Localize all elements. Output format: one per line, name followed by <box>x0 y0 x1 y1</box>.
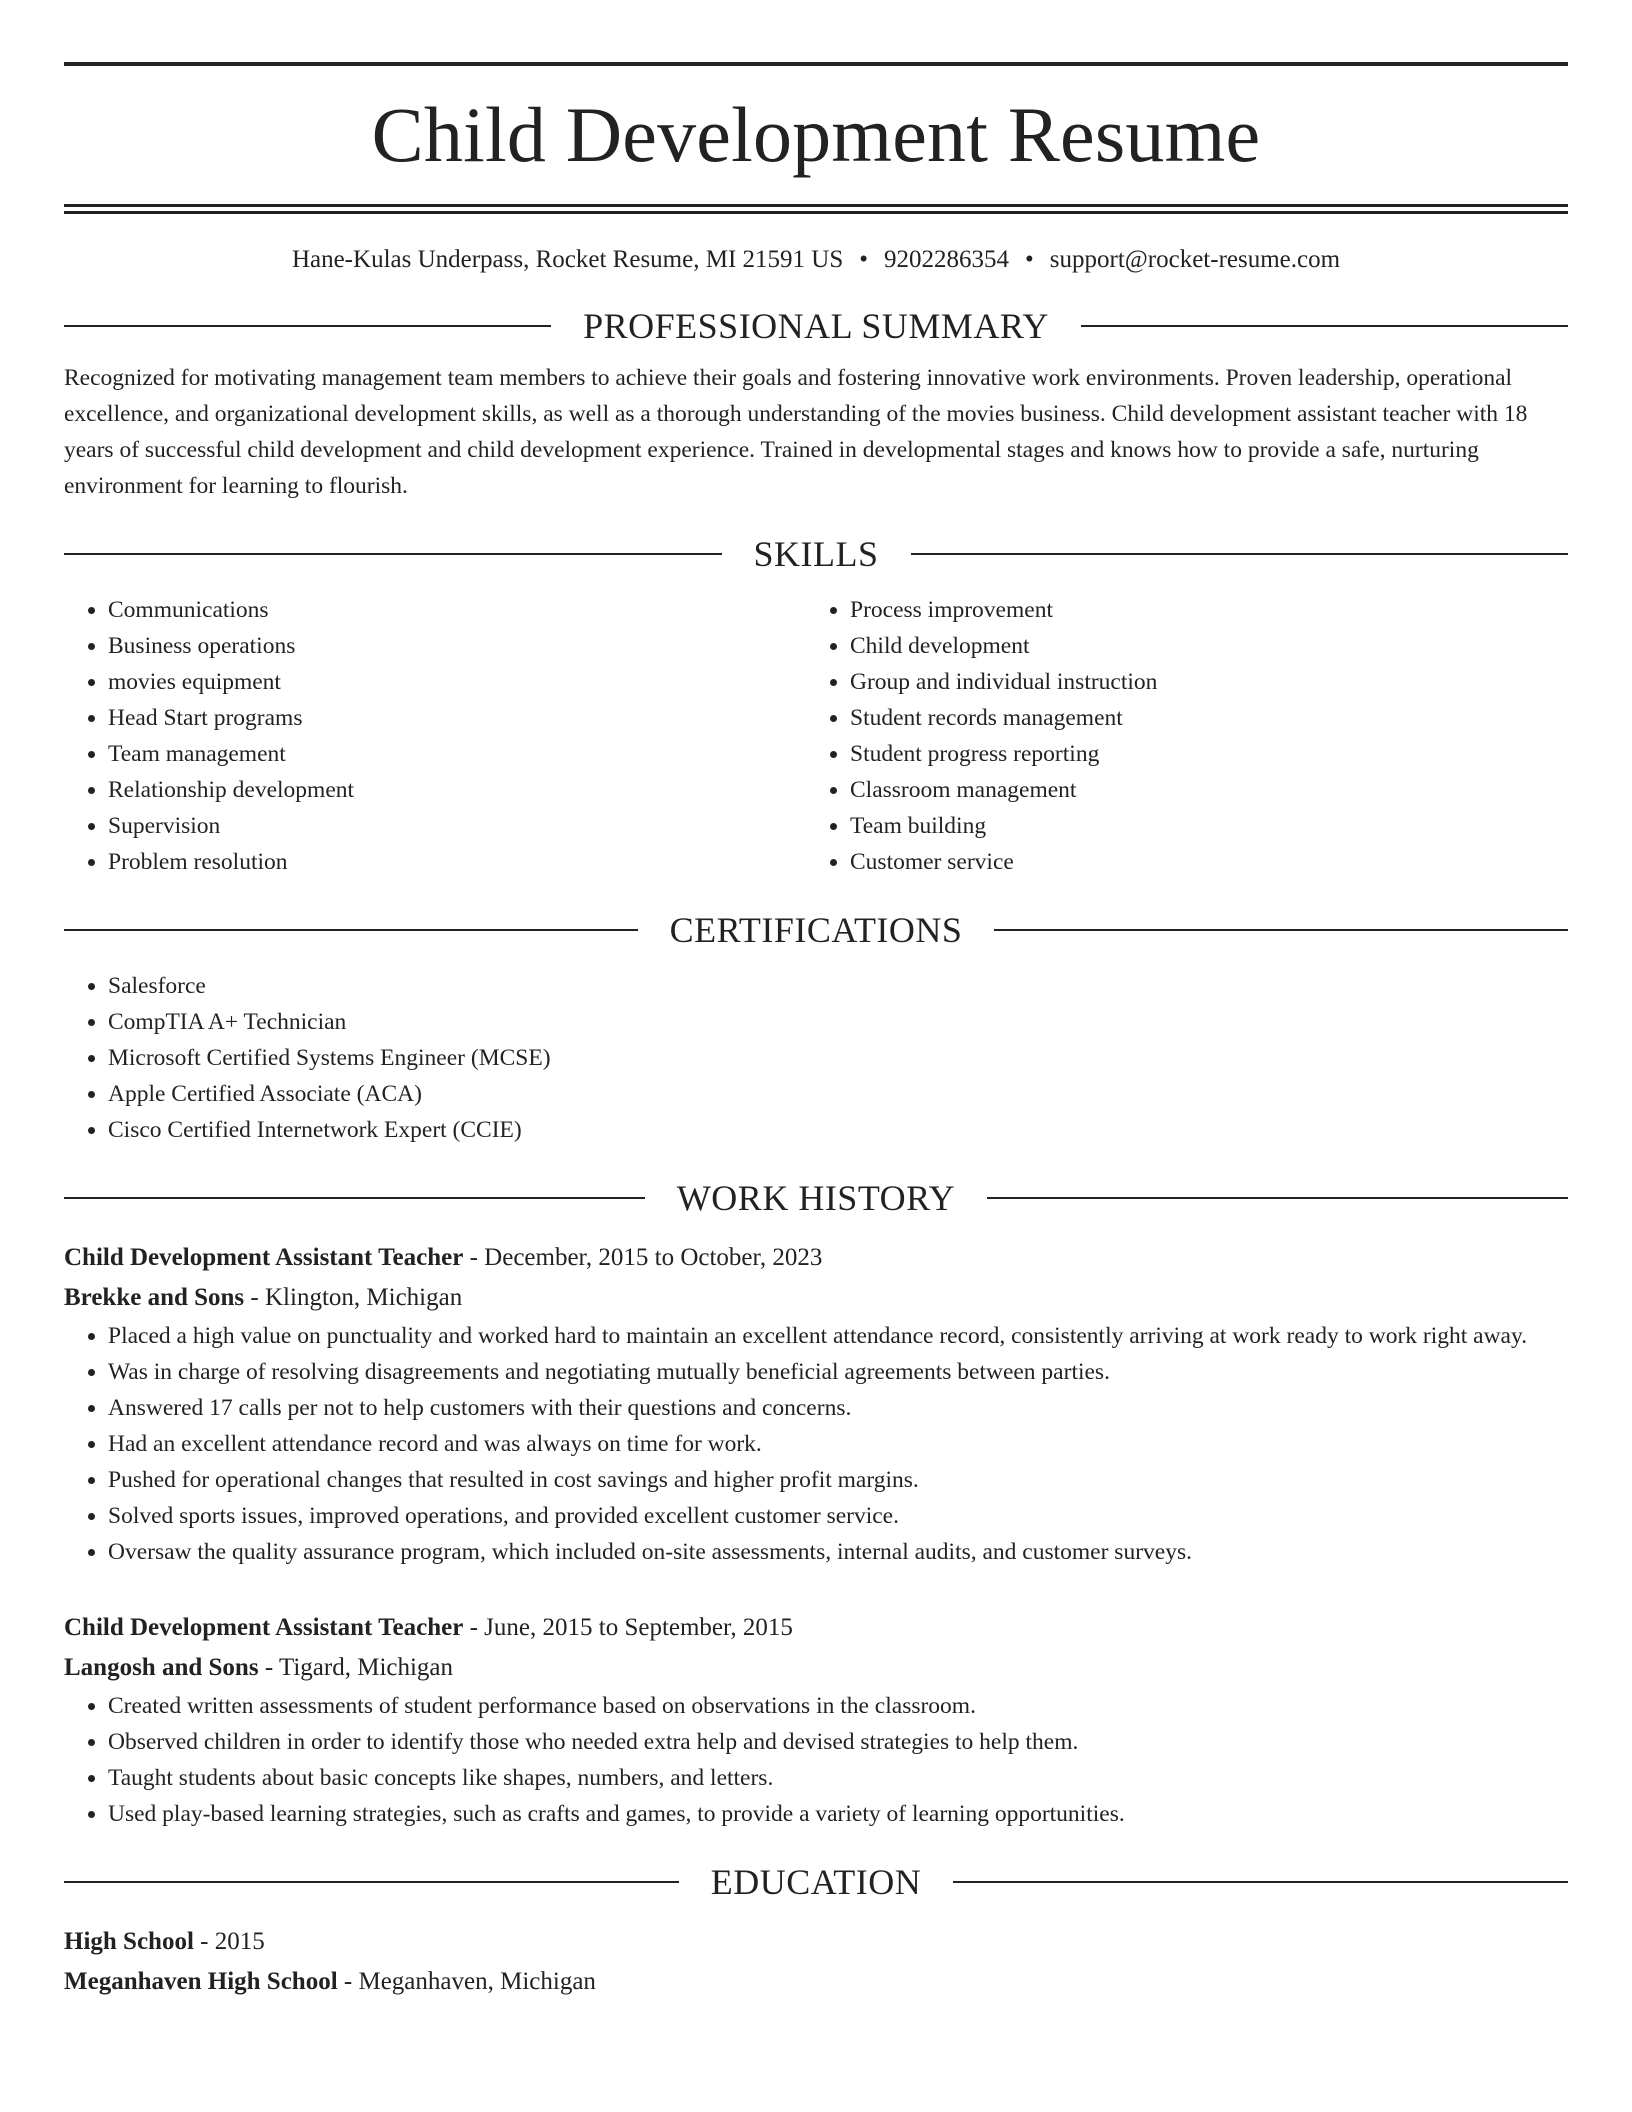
skill-item: • Customer service <box>850 844 1548 880</box>
section-title-summary: PROFESSIONAL SUMMARY <box>583 306 1049 346</box>
dash: - <box>250 1284 259 1311</box>
certification-item: • Salesforce <box>108 968 1568 1004</box>
job-location: Klington, Michigan <box>265 1284 463 1311</box>
job-bullet: • Observed children in order to identify those who needed extra help and devised strategies to help them. <box>108 1724 1568 1760</box>
skills-right-list <box>806 592 1548 880</box>
dash: - <box>469 1244 478 1271</box>
job-company-line <box>64 1278 1568 1318</box>
section-rule <box>64 553 722 555</box>
job-location: Tigard, Michigan <box>278 1654 454 1681</box>
job-dates: June, 2015 to September, 2015 <box>484 1614 793 1641</box>
job-title: Child Development Assistant Teacher <box>64 1244 464 1271</box>
section-rule <box>64 325 551 327</box>
skill-item: • Team building <box>850 808 1548 844</box>
skill-item: • Classroom management <box>850 772 1548 808</box>
education-degree-line <box>64 1922 1568 1962</box>
section-rule <box>64 929 638 931</box>
skill-item: • Process improvement <box>850 592 1548 628</box>
section-rule <box>1081 325 1568 327</box>
dash: - <box>469 1614 478 1641</box>
job-company-line <box>64 1648 1568 1688</box>
contact-line <box>64 244 1568 276</box>
section-title-work: WORK HISTORY <box>676 1178 956 1218</box>
dash: - <box>200 1928 209 1955</box>
skills-left-column <box>64 592 806 880</box>
contact-address: Hane-Kulas Underpass, Rocket Resume, MI 21591 US <box>291 246 844 273</box>
job-bullet: • Used play-based learning strategies, such as crafts and games, to provide a variety of learning opportunities. <box>108 1796 1568 1832</box>
education-location: Meganhaven, Michigan <box>358 1968 596 1995</box>
job-bullet-list <box>64 1688 1568 1832</box>
certifications-list <box>64 968 1568 1148</box>
dash: - <box>264 1654 274 1681</box>
skill-item: • Relationship development <box>108 772 806 808</box>
section-rule <box>64 1881 679 1883</box>
education-entry <box>64 1922 1568 2002</box>
job-bullet: • Placed a high value on punctuality and worked hard to maintain an excellent attendance record, consistently arriving at work ready to work right away. <box>108 1318 1568 1354</box>
skill-item: • Business operations <box>108 628 806 664</box>
job-bullet: • Taught students about basic concepts like shapes, numbers, and letters. <box>108 1760 1568 1796</box>
resume-title: Child Development Resume <box>371 91 1261 178</box>
section-title-certifications: CERTIFICATIONS <box>669 910 963 950</box>
work-history-list <box>64 1238 1568 1832</box>
section-header-skills <box>64 532 1568 576</box>
education-school: Meganhaven High School <box>64 1968 338 1995</box>
section-rule <box>64 1197 645 1199</box>
skill-item: • Student records management <box>850 700 1548 736</box>
skill-item: • Problem resolution <box>108 844 806 880</box>
job-entry <box>64 1238 1568 1570</box>
section-rule <box>987 1197 1568 1199</box>
section-rule <box>953 1881 1568 1883</box>
title-double-rule <box>64 204 1568 214</box>
job-bullet: • Pushed for operational changes that resulted in cost savings and higher profit margins. <box>108 1462 1568 1498</box>
certification-item: • Apple Certified Associate (ACA) <box>108 1076 1568 1112</box>
contact-phone: 9202286354 <box>884 246 1009 273</box>
job-bullet: • Oversaw the quality assurance program, which included on-site assessments, internal audits, and customer surveys. <box>108 1534 1568 1570</box>
summary-text: Recognized for motivating management team members to achieve their goals and fostering innovative work environments. Proven leadership, operational excellence, and organizational development skills, as well as a thorough understanding of the movies business. Child development assistant teacher with 18 years of successful child development and child development experience. Trained in developmental stages and knows how to provide a safe, nurturing environment for learning to flourish. <box>64 365 1528 499</box>
job-title: Child Development Assistant Teacher <box>64 1614 464 1641</box>
skills-right-column <box>806 592 1548 880</box>
job-company: Langosh and Sons <box>64 1654 259 1681</box>
job-bullet: • Answered 17 calls per not to help customers with their questions and concerns. <box>108 1390 1568 1426</box>
section-header-certifications <box>64 908 1568 952</box>
certification-item: • Microsoft Certified Systems Engineer (MCSE) <box>108 1040 1568 1076</box>
top-rule <box>64 62 1568 66</box>
education-year: 2015 <box>214 1928 265 1955</box>
job-title-line <box>64 1238 1568 1278</box>
skill-item: • Group and individual instruction <box>850 664 1548 700</box>
certification-item: • CompTIA A+ Technician <box>108 1004 1568 1040</box>
skill-item: • Head Start programs <box>108 700 806 736</box>
skill-item: • movies equipment <box>108 664 806 700</box>
section-rule <box>994 929 1568 931</box>
job-dates: December, 2015 to October, 2023 <box>484 1244 823 1271</box>
job-bullet: • Was in charge of resolving disagreements and negotiating mutually beneficial agreements between parties. <box>108 1354 1568 1390</box>
contact-separator: • <box>1025 246 1034 273</box>
job-bullet: • Created written assessments of student performance based on observations in the classroom. <box>108 1688 1568 1724</box>
job-bullet-list <box>64 1318 1568 1570</box>
job-company: Brekke and Sons <box>64 1284 245 1311</box>
education-degree: High School <box>64 1928 194 1955</box>
job-entry <box>64 1608 1568 1832</box>
skill-item: • Supervision <box>108 808 806 844</box>
resume-page <box>64 62 1568 2002</box>
section-rule <box>911 553 1569 555</box>
contact-separator: • <box>859 246 868 273</box>
skills-left-list <box>64 592 806 880</box>
skills-columns <box>64 592 1568 880</box>
section-title-skills: SKILLS <box>753 534 879 574</box>
certification-item: • Cisco Certified Internetwork Expert (CCIE) <box>108 1112 1568 1148</box>
job-bullet: • Had an excellent attendance record and was always on time for work. <box>108 1426 1568 1462</box>
job-bullet: • Solved sports issues, improved operations, and provided excellent customer service. <box>108 1498 1568 1534</box>
job-title-line <box>64 1608 1568 1648</box>
section-header-summary <box>64 304 1568 348</box>
education-school-line <box>64 1962 1568 2002</box>
certifications-block <box>64 968 1568 1148</box>
skill-item: • Student progress reporting <box>850 736 1548 772</box>
section-header-education <box>64 1860 1568 1904</box>
skill-item: • Communications <box>108 592 806 628</box>
section-header-work <box>64 1176 1568 1220</box>
dash: - <box>343 1968 353 1995</box>
skill-item: • Child development <box>850 628 1548 664</box>
skill-item: • Team management <box>108 736 806 772</box>
section-title-education: EDUCATION <box>710 1862 922 1902</box>
contact-email: support@rocket-resume.com <box>1049 246 1341 273</box>
